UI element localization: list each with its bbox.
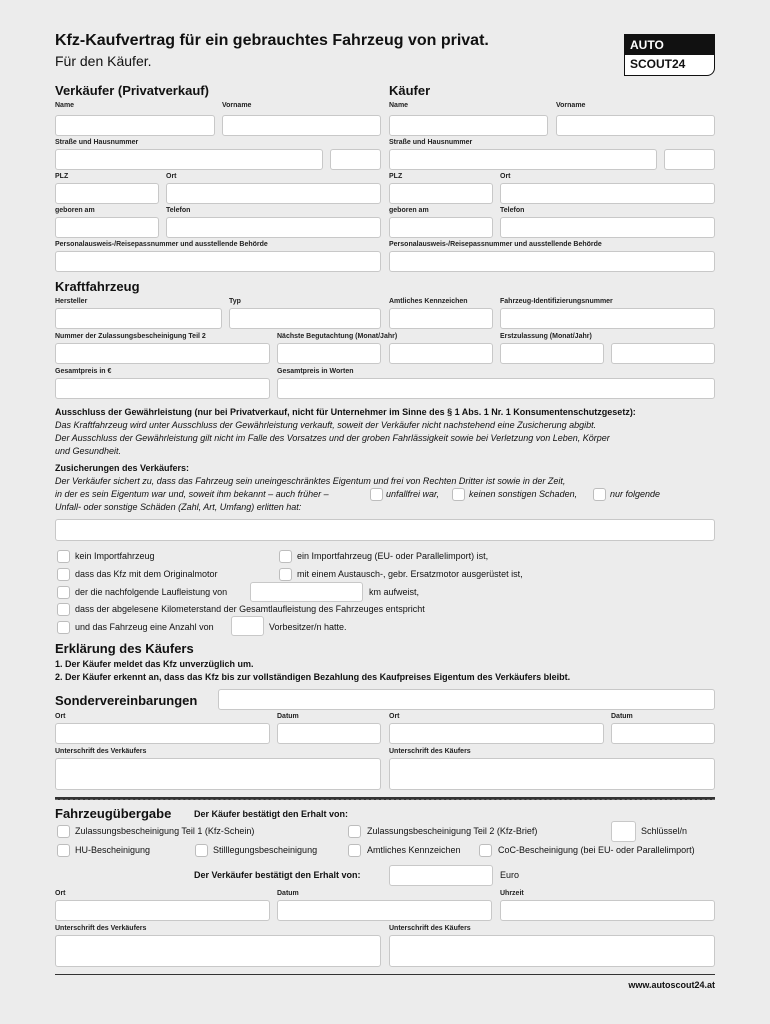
handover-buyer-signature-label: Unterschrift des Käufers <box>389 925 471 932</box>
special-agreements-field[interactable] <box>218 689 715 710</box>
mileage-field[interactable] <box>250 582 363 602</box>
special-heading: Sondervereinbarungen <box>55 693 198 708</box>
no-import-label: kein Importfahrzeug <box>75 551 155 561</box>
buyer-heading: Käufer <box>389 83 431 98</box>
keys-count-field[interactable] <box>611 821 636 842</box>
decommission-label: Stilllegungsbescheinigung <box>213 845 318 855</box>
received-amount-field[interactable] <box>389 865 493 886</box>
seller-id-field[interactable] <box>55 251 381 272</box>
seller-heading: Verkäufer (Privatverkauf) <box>55 83 209 98</box>
euro-label: Euro <box>500 870 520 880</box>
previous-owners-field[interactable] <box>231 616 264 636</box>
replacement-engine-label: mit einem Austausch-, gebr. Ersatzmotor ausgerüstet ist, <box>297 569 523 579</box>
handover-heading: Fahrzeugübergabe <box>55 806 172 821</box>
declaration-heading: Erklärung des Käufers <box>55 641 194 656</box>
seller-ort-field[interactable] <box>166 183 381 204</box>
handover-seller-signature-field[interactable] <box>55 935 381 967</box>
warranty-line-2: Der Ausschluss der Gewährleistung gilt nicht im Falle des Vorsatzes und der groben Fahrlässigkeit sowie bei Verletzung von Leben, Körper <box>55 433 610 443</box>
buyer-id-field[interactable] <box>389 251 715 272</box>
seller-street-field[interactable] <box>55 149 323 170</box>
no-damage-label: keinen sonstigen Schaden, <box>469 489 578 499</box>
first-registration-month-field[interactable] <box>500 343 604 364</box>
handover-seller-signature-label: Unterschrift des Verkäufers <box>55 925 147 932</box>
special-buyer-date-label: Datum <box>611 713 633 720</box>
seller-birthdate-field[interactable] <box>55 217 159 238</box>
special-buyer-date-field[interactable] <box>611 723 715 744</box>
damage-description-field[interactable] <box>55 519 715 541</box>
import-checkbox[interactable] <box>279 550 292 563</box>
buyer-name-field[interactable] <box>389 115 548 136</box>
inspection-label: Nächste Begutachtung (Monat/Jahr) <box>277 333 398 340</box>
manufacturer-label: Hersteller <box>55 298 88 305</box>
buyer-street-label: Straße und Hausnummer <box>389 139 473 146</box>
warranty-line-3: und Gesundheit. <box>55 446 122 456</box>
autoscout-logo <box>624 34 715 76</box>
warranty-heading: Ausschluss der Gewährleistung (nur bei Privatverkauf, nicht für Unternehmer im Sinne des § 1 Abs. 1 Nr. 1 Konsumentenschutzgesetz): <box>55 407 636 417</box>
km-label: km aufweist, <box>369 587 420 597</box>
original-engine-label: dass das Kfz mit dem Originalmotor <box>75 569 218 579</box>
vin-field[interactable] <box>500 308 715 329</box>
price-field[interactable] <box>55 378 270 399</box>
inspection-month-field[interactable] <box>277 343 381 364</box>
assurances-line-1: Der Verkäufer sichert zu, dass das Fahrzeug sein uneingeschränktes Eigentum und frei von Rechten Dritter ist sowie in der Zeit, <box>55 476 566 486</box>
mileage-checkbox[interactable] <box>57 586 70 599</box>
vin-label: Fahrzeug-Identifizierungsnummer <box>500 298 613 305</box>
special-seller-place-field[interactable] <box>55 723 270 744</box>
warranty-line-1: Das Kraftfahrzeug wird unter Ausschluss der Gewährleistung verkauft, soweit der Verkäufer nicht nachstehend eine Zusicherung abgibt. <box>55 420 597 430</box>
seller-vorname-label: Vorname <box>222 102 252 109</box>
registration-part2-checkbox[interactable] <box>348 825 361 838</box>
inspection-year-field[interactable] <box>389 343 493 364</box>
buyer-vorname-field[interactable] <box>556 115 715 136</box>
buyer-confirms-label: Der Käufer bestätigt den Erhalt von: <box>194 809 349 819</box>
buyer-phone-field[interactable] <box>500 217 715 238</box>
plate-label: Amtliches Kennzeichen <box>389 298 468 305</box>
accident-free-checkbox[interactable] <box>370 488 383 501</box>
seller-confirms-label: Der Verkäufer bestätigt den Erhalt von: <box>194 870 361 880</box>
registration-part2-label: Zulassungsbescheinigung Teil 2 (Kfz-Brief) <box>367 826 538 836</box>
special-buyer-place-field[interactable] <box>389 723 604 744</box>
buyer-id-label: Personalausweis-/Reisepassnummer und ausstellende Behörde <box>389 241 602 248</box>
seller-street-label: Straße und Hausnummer <box>55 139 139 146</box>
mileage-label: der die nachfolgende Laufleistung von <box>75 587 228 597</box>
seller-name-label: Name <box>55 102 75 109</box>
seller-housenumber-field[interactable] <box>330 149 381 170</box>
buyer-street-field[interactable] <box>389 149 657 170</box>
handover-place-label: Ort <box>55 890 66 897</box>
special-buyer-place-label: Ort <box>389 713 400 720</box>
assurances-heading: Zusicherungen des Verkäufers: <box>55 463 190 473</box>
registration-number-label: Nummer der Zulassungsbescheinigung Teil 2 <box>55 333 206 340</box>
assurances-line-2: in der es sein Eigentum war und, soweit ihm bekannt – auch früher – <box>55 489 329 499</box>
logo-bottom: SCOUT24 <box>630 57 686 71</box>
buyer-housenumber-field[interactable] <box>664 149 715 170</box>
seller-ort-label: Ort <box>166 173 177 180</box>
buyer-vorname-label: Vorname <box>556 102 586 109</box>
page-subtitle: Für den Käufer. <box>55 53 152 69</box>
hu-certificate-label: HU-Bescheinigung <box>75 845 151 855</box>
seller-birthdate-label: geboren am <box>55 207 95 214</box>
seller-phone-field[interactable] <box>166 217 381 238</box>
seller-plz-field[interactable] <box>55 183 159 204</box>
assurances-line-3: Unfall- oder sonstige Schäden (Zahl, Art, Umfang) erlitten hat: <box>55 502 302 512</box>
no-damage-checkbox[interactable] <box>452 488 465 501</box>
odometer-checkbox[interactable] <box>57 603 70 616</box>
odometer-label: dass der abgelesene Kilometerstand der Gesamtlaufleistung des Fahrzeuges entspricht <box>75 604 425 614</box>
manufacturer-field[interactable] <box>55 308 222 329</box>
no-import-checkbox[interactable] <box>57 550 70 563</box>
registration-part1-checkbox[interactable] <box>57 825 70 838</box>
page-title: Kfz-Kaufvertrag für ein gebrauchtes Fahrzeug von privat. <box>55 32 489 49</box>
price-words-field[interactable] <box>277 378 715 399</box>
following-damage-checkbox[interactable] <box>593 488 606 501</box>
buyer-plz-label: PLZ <box>389 173 403 180</box>
hu-certificate-checkbox[interactable] <box>57 844 70 857</box>
seller-phone-label: Telefon <box>166 207 191 214</box>
registration-part1-label: Zulassungsbescheinigung Teil 1 (Kfz-Schein) <box>75 826 255 836</box>
previous-owners-checkbox[interactable] <box>57 621 70 634</box>
price-words-label: Gesamtpreis in Worten <box>277 368 354 375</box>
first-registration-year-field[interactable] <box>611 343 715 364</box>
special-seller-signature-field[interactable] <box>55 758 381 790</box>
buyer-phone-label: Telefon <box>500 207 525 214</box>
accident-free-label: unfallfrei war, <box>386 489 440 499</box>
special-seller-date-label: Datum <box>277 713 299 720</box>
type-field[interactable] <box>229 308 381 329</box>
buyer-birthdate-label: geboren am <box>389 207 429 214</box>
special-seller-signature-label: Unterschrift des Verkäufers <box>55 748 147 755</box>
first-registration-label: Erstzulassung (Monat/Jahr) <box>500 333 592 340</box>
special-buyer-signature-label: Unterschrift des Käufers <box>389 748 471 755</box>
registration-number-field[interactable] <box>55 343 270 364</box>
plate-field[interactable] <box>389 308 493 329</box>
original-engine-checkbox[interactable] <box>57 568 70 581</box>
keys-label: Schlüssel/n <box>641 826 688 836</box>
previous-owners-suffix: Vorbesitzer/n hatte. <box>269 622 347 632</box>
buyer-plz-field[interactable] <box>389 183 493 204</box>
buyer-ort-label: Ort <box>500 173 511 180</box>
import-label: ein Importfahrzeug (EU- oder Parallelimport) ist, <box>297 551 489 561</box>
footer-divider <box>55 974 715 975</box>
seller-plz-label: PLZ <box>55 173 69 180</box>
seller-name-field[interactable] <box>55 115 215 136</box>
special-buyer-signature-field[interactable] <box>389 758 715 790</box>
buyer-birthdate-field[interactable] <box>389 217 493 238</box>
license-plate-checkbox[interactable] <box>348 844 361 857</box>
previous-owners-label: und das Fahrzeug eine Anzahl von <box>75 622 214 632</box>
buyer-name-label: Name <box>389 102 409 109</box>
coc-checkbox[interactable] <box>479 844 492 857</box>
decommission-checkbox[interactable] <box>195 844 208 857</box>
coc-label: CoC-Bescheinigung (bei EU- oder Parallelimport) <box>498 845 695 855</box>
handover-date-field[interactable] <box>277 900 492 921</box>
special-seller-place-label: Ort <box>55 713 66 720</box>
license-plate-label: Amtliches Kennzeichen <box>367 845 461 855</box>
handover-time-label: Uhrzeit <box>500 890 524 897</box>
declaration-line-2: 2. Der Käufer erkennt an, dass das Kfz bis zur vollständigen Bezahlung des Kaufpreises Eigentum des Verkäufers bleibt. <box>55 672 571 682</box>
handover-time-field[interactable] <box>500 900 715 921</box>
handover-buyer-signature-field[interactable] <box>389 935 715 967</box>
declaration-line-1: 1. Der Käufer meldet das Kfz unverzüglich um. <box>55 659 254 669</box>
seller-vorname-field[interactable] <box>222 115 381 136</box>
footer-url: www.autoscout24.at <box>628 980 715 990</box>
buyer-ort-field[interactable] <box>500 183 715 204</box>
logo-top: AUTO <box>625 35 714 55</box>
section-divider <box>55 797 715 800</box>
special-seller-date-field[interactable] <box>277 723 381 744</box>
vehicle-heading: Kraftfahrzeug <box>55 279 140 294</box>
price-label: Gesamtpreis in € <box>55 368 112 375</box>
handover-date-label: Datum <box>277 890 299 897</box>
seller-id-label: Personalausweis-/Reisepassnummer und ausstellende Behörde <box>55 241 268 248</box>
following-damage-label: nur folgende <box>610 489 661 499</box>
handover-place-field[interactable] <box>55 900 270 921</box>
replacement-engine-checkbox[interactable] <box>279 568 292 581</box>
type-label: Typ <box>229 298 241 305</box>
